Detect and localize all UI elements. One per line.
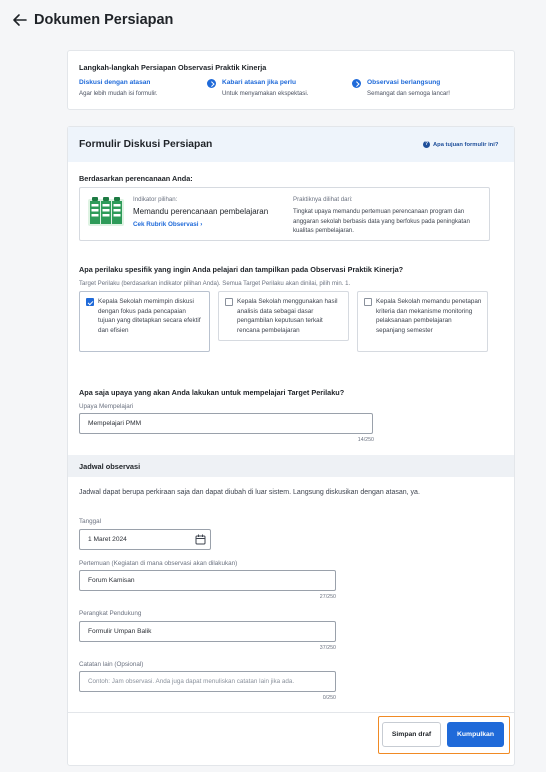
step-1-link[interactable]: Diskusi dengan atasan <box>79 79 151 86</box>
tools-counter: 37/250 <box>319 645 336 651</box>
step-arrow-icon <box>352 79 361 88</box>
tools-label: Perangkat Pendukung <box>79 610 142 617</box>
page-title: Dokumen Persiapan <box>34 12 174 28</box>
step-1-desc: Agar lebih mudah isi formulir. <box>79 90 158 97</box>
behavior-option-text: Kepala Sekolah memandu penetapan kriteria dan mekanisme monitoring pelaksanaan pembelajaran sepanjang semester <box>376 298 482 334</box>
step-3-link[interactable]: Observasi berlangsung <box>367 79 441 86</box>
behavior-option-1[interactable] <box>79 291 210 352</box>
indicator-label: Indikator pilihan: <box>133 196 178 203</box>
save-draft-button[interactable]: Simpan draf <box>382 722 441 747</box>
checkbox-checked-icon[interactable] <box>86 298 94 306</box>
behavior-question: Apa perilaku spesifik yang ingin Anda pelajari dan tampilkan pada Observasi Praktik Kinerja? <box>79 265 404 274</box>
indicator-value: Memandu perencanaan pembelajaran <box>133 207 269 216</box>
rubric-link-label: Cek Rubrik Observasi <box>133 221 199 228</box>
date-label: Tanggal <box>79 518 102 525</box>
step-arrow-icon <box>207 79 216 88</box>
meeting-counter: 27/250 <box>319 594 336 600</box>
notes-counter: 0/250 <box>322 695 336 701</box>
behavior-option-2[interactable] <box>218 291 349 341</box>
step-2-link[interactable]: Kabari atasan jika perlu <box>222 79 297 86</box>
help-link-label: Apa tujuan formulir ini? <box>433 141 499 148</box>
practice-label: Praktiknya dilihat dari: <box>293 196 353 203</box>
effort-question: Apa saja upaya yang akan Anda lakukan untuk mempelajari Target Perilaku? <box>79 388 345 397</box>
tools-input[interactable]: Formulir Umpan Balik <box>79 621 336 642</box>
effort-input[interactable]: Mempelajari PMM <box>79 413 373 434</box>
behavior-option-text: Kepala Sekolah memimpin diskusi dengan fokus pada pencapaian tujuan yang ditetapkan secara efektif dan efisien <box>98 298 201 334</box>
plan-illustration-icon <box>87 197 125 227</box>
behavior-option-text: Kepala Sekolah menggunakan hasil analisis data sebagai dasar pengambilan keputusan terkait rencana pembelajaran <box>237 298 338 334</box>
date-value: 1 Maret 2024 <box>88 536 127 543</box>
back-arrow-icon[interactable] <box>11 11 29 29</box>
schedule-note: Jadwal dapat berupa perkiraan saja dan dapat diubah di luar sistem. Langsung diskusikan dengan atasan, ya. <box>79 489 420 496</box>
checkbox-icon[interactable] <box>364 298 372 306</box>
help-link[interactable] <box>423 141 498 148</box>
behavior-hint: Target Perilaku (berdasarkan indikator pilihan Anda). Semua Target Perilaku akan dinilai, pilih min. 1. <box>79 280 351 287</box>
checkbox-icon[interactable] <box>225 298 233 306</box>
footer-divider <box>68 712 514 713</box>
notes-label: Catatan lain (Opsional) <box>79 661 144 668</box>
schedule-section-title: Jadwal observasi <box>79 462 141 471</box>
step-2-desc: Untuk menyamakan ekspektasi. <box>222 90 309 97</box>
steps-title: Langkah-langkah Persiapan Observasi Praktik Kinerja <box>79 63 267 72</box>
chevron-right-icon: › <box>200 221 203 228</box>
meeting-input[interactable]: Forum Kamisan <box>79 570 336 591</box>
meeting-label: Pertemuan (Kegiatan di mana observasi akan dilakukan) <box>79 560 238 567</box>
submit-button[interactable]: Kumpulkan <box>447 722 504 747</box>
date-field[interactable] <box>79 529 211 550</box>
plan-heading: Berdasarkan perencanaan Anda: <box>79 174 193 183</box>
notes-input[interactable]: Contoh: Jam observasi. Anda juga dapat menuliskan catatan lain jika ada. <box>79 671 336 692</box>
rubric-link[interactable] <box>133 221 202 228</box>
step-3-desc: Semangat dan semoga lancar! <box>367 90 450 97</box>
effort-counter: 14/250 <box>357 437 374 443</box>
behavior-option-3[interactable] <box>357 291 488 352</box>
question-icon: ? <box>424 141 429 147</box>
effort-label: Upaya Mempelajari <box>79 403 134 410</box>
practice-description: Tingkat upaya memandu pertemuan perencanaan program dan anggaran sekolah berbasis data yang berfokus pada peningkatan kualitas pembelajaran. <box>293 208 470 234</box>
calendar-icon[interactable] <box>195 534 206 545</box>
form-title: Formulir Diskusi Persiapan <box>79 139 213 150</box>
